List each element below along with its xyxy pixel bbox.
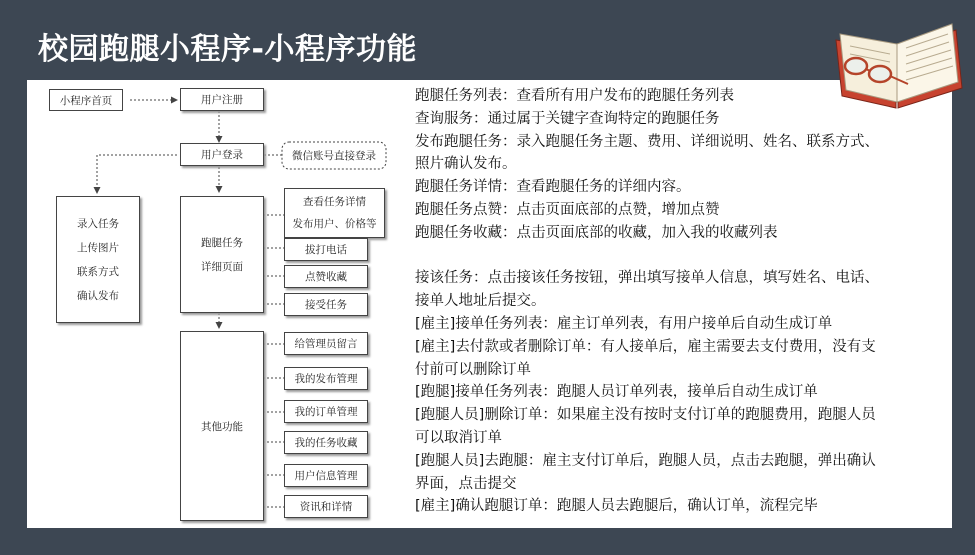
like-node: 点赞收藏 [284, 265, 368, 288]
wechat-login-node: 微信账号直接登录 [292, 150, 376, 162]
arrow-login-publish [97, 155, 177, 193]
desc-line: 跑腿任务点赞：点击页面底部的点赞，增加点赞 [415, 201, 720, 218]
task-detail-node [180, 196, 264, 313]
news-details-node: 资讯和详情 [284, 495, 368, 518]
publish-step: 联系方式 [77, 265, 119, 278]
accept-node: 接受任务 [284, 293, 368, 316]
book-icon [828, 10, 968, 110]
detail-line: 详细页面 [201, 260, 243, 273]
detail-action: 发布用户、价格等 [292, 218, 377, 230]
detail-action: 查看任务详情 [303, 196, 366, 208]
desc-line: 发布跑腿任务：录入跑腿任务主题、费用、详细说明、姓名、联系方式、照片确认发布。 [415, 133, 879, 173]
message-admin-node: 给管理员留言 [284, 332, 368, 355]
publish-step: 确认发布 [77, 289, 119, 302]
view-task-detail-node [284, 188, 385, 238]
my-orders-node: 我的订单管理 [284, 400, 368, 423]
publish-step: 上传图片 [77, 241, 119, 254]
user-info-node: 用户信息管理 [284, 464, 368, 487]
desc-line: 查询服务：通过属于关键字查询特定的跑腿任务 [415, 110, 720, 127]
publish-task-node [56, 196, 140, 323]
other-functions-node: 其他功能 [180, 331, 264, 521]
desc-line: 跑腿任务收藏：点击页面底部的收藏，加入我的收藏列表 [415, 224, 778, 241]
page-title: 校园跑腿小程序-小程序功能 [38, 32, 417, 67]
desc-line: [雇主]去付款或者删除订单：有人接单后，雇主需要去支付费用，没有支付前可以删除订单 [415, 338, 876, 378]
desc-spacer [415, 245, 885, 268]
desc-line: [雇主]接单任务列表：雇主订单列表，有用户接单后自动生成订单 [415, 315, 833, 332]
desc-line: [跑腿]接单任务列表：跑腿人员订单列表，接单后自动生成订单 [415, 384, 818, 401]
detail-line: 跑腿任务 [201, 236, 243, 249]
desc-line: 跑腿任务详情：查看跑腿任务的详细内容。 [415, 179, 691, 196]
my-publish-node: 我的发布管理 [284, 367, 368, 390]
desc-line: [跑腿人员]去跑腿：雇主支付订单后，跑腿人员，点击去跑腿，弹出确认界面，点击提交 [415, 452, 876, 492]
call-node: 拔打电话 [284, 238, 368, 261]
feature-descriptions [415, 85, 885, 518]
my-favorites-node: 我的任务收藏 [284, 431, 368, 454]
login-node: 用户登录 [180, 143, 264, 166]
publish-step: 录入任务 [77, 217, 119, 230]
desc-line: [跑腿人员]删除订单：如果雇主没有按时支付订单的跑腿费用，跑腿人员可以取消订单 [415, 407, 876, 446]
register-node: 用户注册 [180, 88, 264, 111]
home-node: 小程序首页 [49, 89, 123, 111]
desc-line: 跑腿任务列表：查看所有用户发布的跑腿任务列表 [415, 88, 734, 104]
desc-line: [雇主]确认跑腿订单：跑腿人员去跑腿后，确认订单，流程完毕 [415, 498, 818, 515]
desc-line: 接该任务：点击接该任务按钮，弹出填写接单人信息，填写姓名、电话、接单人地址后提交。 [415, 270, 879, 310]
